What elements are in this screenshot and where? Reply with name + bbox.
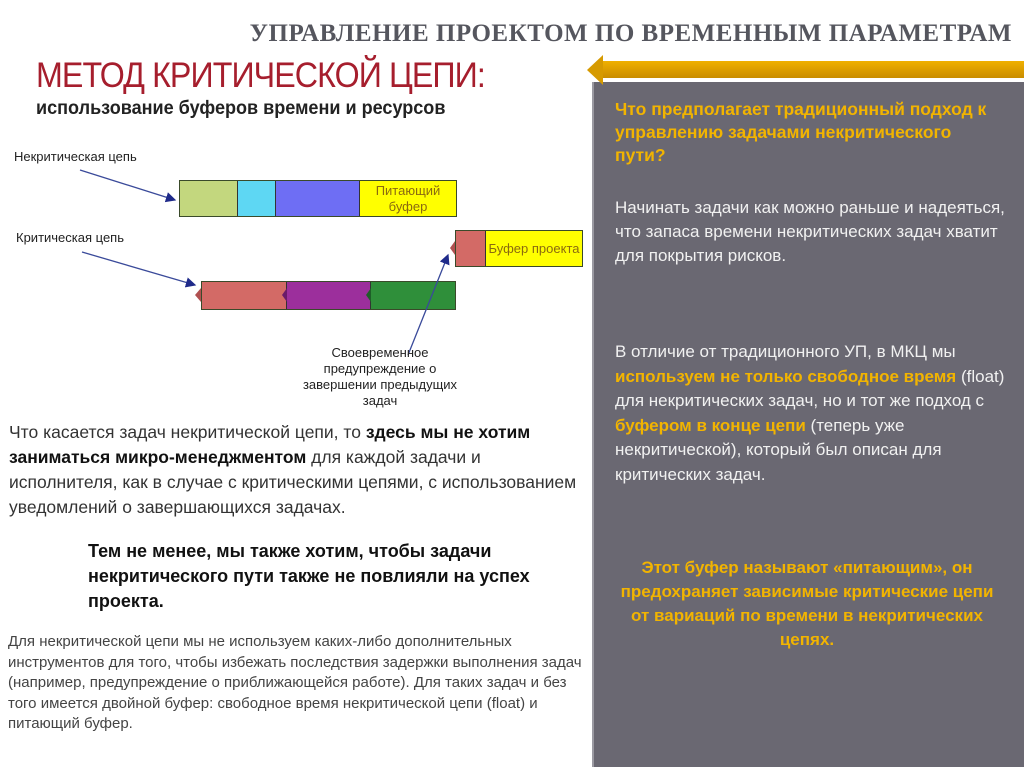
panel-highlight: используем не только свободное время: [615, 366, 957, 386]
emphasis-paragraph: Тем не менее, мы также хотим, чтобы задачи некритического пути также не повлияли на успех проекта.: [88, 541, 530, 611]
double-buffer-paragraph: Для некритической цепи мы не используем каких-либо дополнительных инструментов для того, чтобы избежать последствия задержки выполнения задач (например, предупреждение о приближающейся работе). Для таких задач и без того имеется двойной буфер: свободное время некритической цепи (float) и питающий буфер.: [8, 633, 582, 732]
feeding-buffer: Питающий буфер: [360, 181, 456, 216]
arrow-left-icon: [587, 55, 603, 85]
critical-chain-diagram: [0, 140, 590, 420]
sub-heading: использование буферов времени и ресурсов: [36, 98, 446, 119]
paragraph-emphasis: здесь мы не хотим заниматься микро-менеджментом: [9, 422, 531, 467]
paragraph-text: для каждой задачи и исполнителя, как в случае с критическими цепями, с использованием уведомлений о завершающихся задачах.: [9, 447, 577, 517]
panel-text: (теперь уже некритической), который был описан для критических задач.: [615, 415, 942, 484]
diagram-caption: Своевременное предупреждение о завершении предыдущих задач: [302, 345, 458, 408]
project-buffer: Буфер проекта: [486, 231, 582, 266]
panel-question: Что предполагает традиционный подход к управлению задачами некритического пути?: [615, 99, 987, 165]
panel-arrow-bar: [598, 61, 1024, 78]
panel-text: (float) для некритических задач, но и тот же подход с: [615, 366, 1005, 410]
noncritical-paragraph: [9, 420, 579, 520]
critical-chain-label: Критическая цепь: [16, 230, 124, 245]
noncritical-chain-label: Некритическая цепь: [14, 149, 137, 164]
panel-text: В отличие от традиционного УП, в МКЦ мы: [615, 342, 956, 361]
main-heading: МЕТОД КРИТИЧЕСКОЙ ЦЕПИ:: [36, 56, 485, 95]
critical-pointer-arrow: [82, 252, 195, 285]
panel-comparison: [615, 340, 1010, 487]
noncritical-pointer-arrow: [80, 170, 175, 200]
panel-highlight: буфером в конце цепи: [615, 415, 806, 435]
paragraph-text: Что касается задач некритической цепи, то: [9, 422, 366, 442]
warning-pointer-arrow: [408, 255, 448, 355]
panel-answer: Начинать задачи как можно раньше и надеяться, что запаса времени некритических задач хватит для покрытия рисков.: [615, 198, 1005, 265]
panel-conclusion: Этот буфер называют «питающим», он предохраняет зависимые критические цепи от вариаций по времени в некритических цепях.: [620, 558, 994, 649]
slide-title: УПРАВЛЕНИЕ ПРОЕКТОМ ПО ВРЕМЕННЫМ ПАРАМЕТРАМ: [249, 20, 1012, 47]
